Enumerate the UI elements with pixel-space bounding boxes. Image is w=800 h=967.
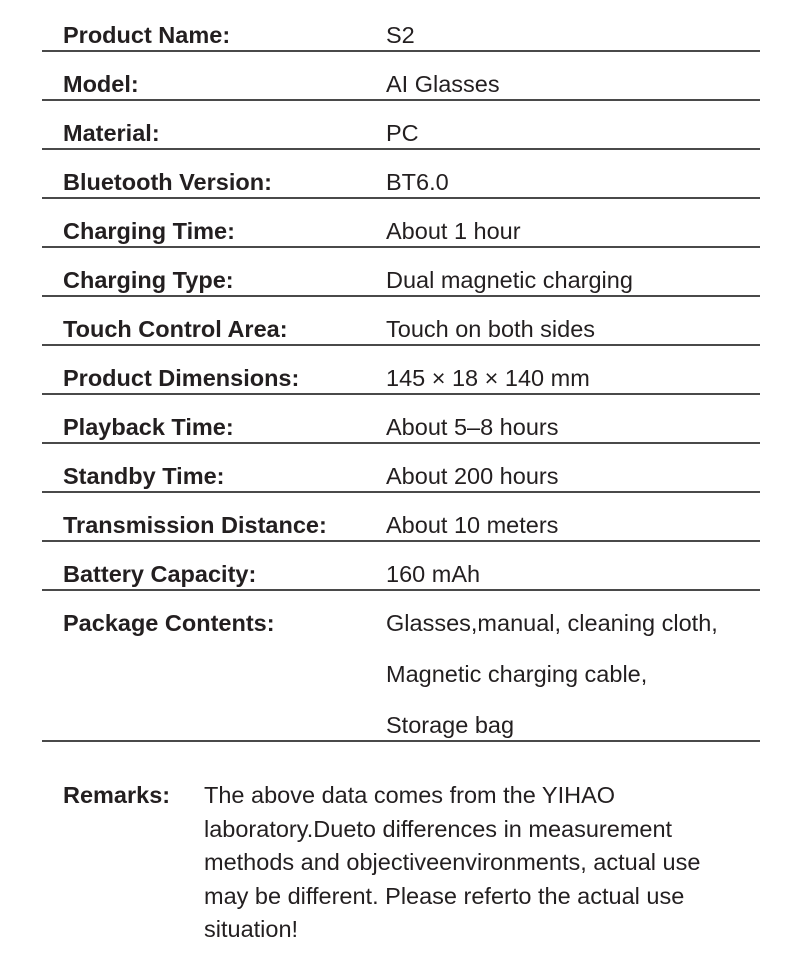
spec-label: Battery Capacity:: [63, 561, 257, 587]
spec-label: Playback Time:: [63, 414, 234, 440]
remarks-line: situation!: [204, 916, 299, 942]
remarks-line: The above data comes from the YIHAO: [204, 782, 616, 808]
spec-value: AI Glasses: [386, 71, 500, 97]
remarks-line: methods and objectiveenvironments, actual use: [204, 849, 701, 875]
spec-value: About 200 hours: [386, 463, 559, 489]
spec-value: S2: [386, 22, 415, 48]
spec-value: About 1 hour: [386, 218, 521, 244]
spec-value: About 10 meters: [386, 512, 559, 538]
remarks-text: [204, 779, 794, 947]
spec-row-touch-control-area: [42, 297, 760, 346]
spec-row-product-dimensions: [42, 346, 760, 395]
spec-row-material: [42, 101, 760, 150]
spec-label: Product Dimensions:: [63, 365, 300, 391]
spec-label: Package Contents:: [63, 610, 275, 636]
spec-row-model: [42, 52, 760, 101]
spec-label: Charging Time:: [63, 218, 235, 244]
package-item: Glasses,manual, cleaning cloth,: [386, 610, 718, 636]
spec-label: Touch Control Area:: [63, 316, 288, 342]
spec-value: PC: [386, 120, 419, 146]
spec-row-product-name: [42, 3, 760, 52]
spec-row-playback-time: [42, 395, 760, 444]
spec-value: 145 × 18 × 140 mm: [386, 365, 590, 391]
spec-value-list: [386, 609, 718, 762]
package-item: Storage bag: [386, 712, 515, 738]
spec-label: Transmission Distance:: [63, 512, 327, 538]
spec-label: Material:: [63, 120, 160, 146]
spec-value: 160 mAh: [386, 561, 481, 587]
spec-value: BT6.0: [386, 169, 449, 195]
spec-row-transmission-distance: [42, 493, 760, 542]
spec-row-charging-time: [42, 199, 760, 248]
remarks-label: Remarks:: [63, 782, 171, 808]
spec-label: Standby Time:: [63, 463, 225, 489]
spec-label: Bluetooth Version:: [63, 169, 272, 195]
remarks-line: may be different. Please referto the actual use: [204, 882, 685, 909]
spec-row-battery-capacity: [42, 542, 760, 591]
spec-table: [42, 3, 760, 742]
spec-value: About 5–8 hours: [386, 414, 559, 440]
spec-label: Model:: [63, 71, 139, 97]
spec-row-standby-time: [42, 444, 760, 493]
package-item: Magnetic charging cable,: [386, 661, 648, 687]
spec-row-charging-type: [42, 248, 760, 297]
spec-row-package-contents: [42, 591, 760, 742]
spec-value: Dual magnetic charging: [386, 267, 633, 293]
spec-label: Product Name:: [63, 22, 231, 48]
spec-value: Touch on both sides: [386, 316, 596, 342]
spec-label: Charging Type:: [63, 267, 234, 293]
remarks-line: laboratory.Dueto differences in measurement: [204, 815, 673, 842]
spec-row-bluetooth-version: [42, 150, 760, 199]
